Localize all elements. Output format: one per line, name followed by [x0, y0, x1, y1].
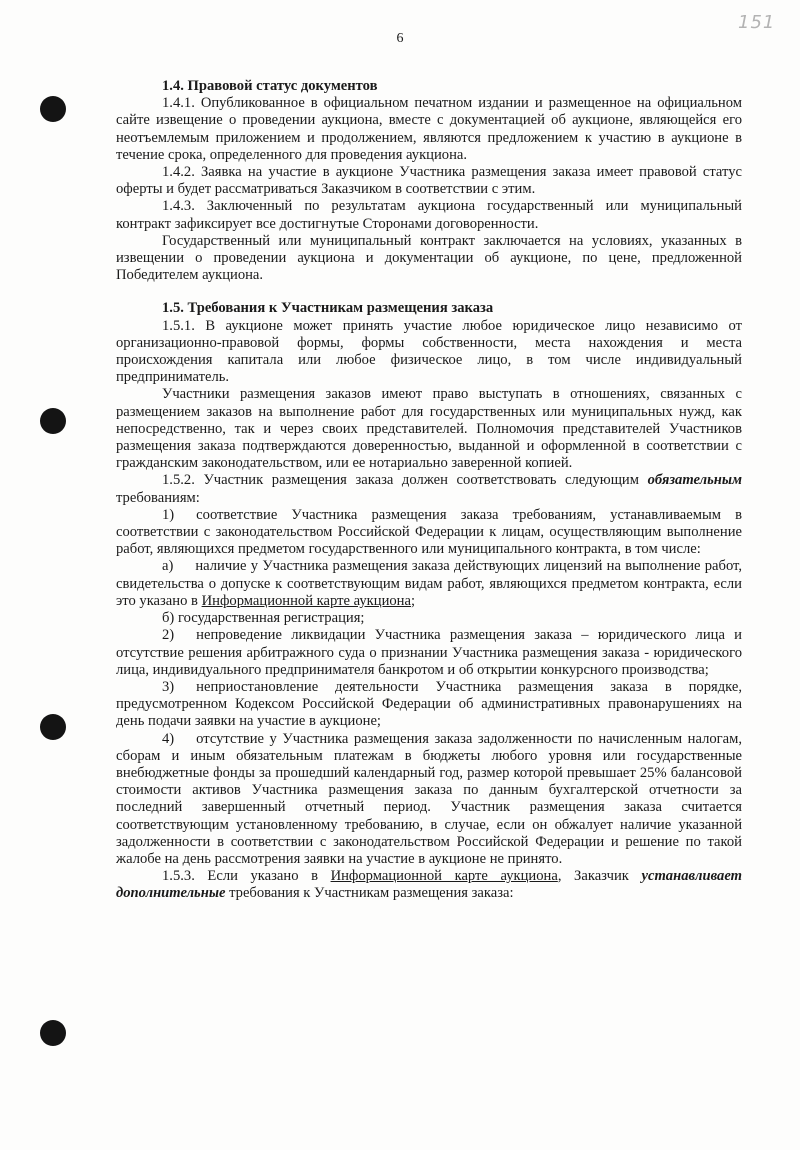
emphasis-additional: устанавливает дополнительные: [116, 868, 742, 902]
section-heading-1-4: 1.4. Правовой статус документов: [162, 78, 378, 94]
list-item-text: отсутствие у Участника размещения заказа задолженности по начисленным налогам, сборам и иным обязательным платежам в бюджеты любого уровня или государственные внебюджетные фонды за прошедший календарный год, размер которой превышает 25% балансовой стоимости активов Участника размещения заказа по данным бухгалтерской отчетности за последний завершенный отчетный период. Участник размещения заказа считается соответствующим установленному требованию, в случае, если он обжалует наличие указанной задолженности в соответствии с законодательством Российской Федерации и решение по такой жалобе на день рассмотрения заявки на участие в аукционе не принято.: [116, 730, 742, 867]
list-item-number: 3): [162, 678, 175, 695]
list-item-number: 1): [162, 506, 175, 523]
binder-hole: [40, 1020, 66, 1046]
list-item-3: [116, 679, 742, 731]
list-item-text: непроведение ликвидации Участника размещения заказа – юридического лица и отсутствие решения арбитражного суда о признании Участника размещения заказа - юридического лица, индивидуального предпринимателя банкротом и об открытии конкурсного производства;: [116, 627, 742, 678]
handwritten-page-mark: 151: [738, 12, 776, 33]
binder-hole: [40, 714, 66, 740]
paragraph-1-5-1: 1.5.1. В аукционе может принять участие любое юридическое лицо независимо от организационно-правовой формы, формы собственности, места нахождения и места происхождения капитала или любое физическое лицо, в том числе индивидуальный предприниматель.: [116, 317, 742, 386]
list-item-b: [116, 610, 742, 627]
paragraph-1-4-2: 1.4.2. Заявка на участие в аукционе Участника размещения заказа имеет правовой статус оферты и будет рассматриваться Заказчиком в соответствии с этим.: [116, 164, 742, 198]
paragraph-1-5-2-start: 1.5.2. Участник размещения заказа должен соответствовать следующим: [162, 472, 639, 489]
paragraph-1-5-3-end: требования к Участникам размещения заказа:: [229, 885, 514, 902]
paragraph-representatives: Участники размещения заказов имеют право выступать в отношениях, связанных с размещением заказов на выполнение работ для государственных или муниципальных нужд, как непосредственно, так и через своих представителей. Полномочия представителей Участников размещения заказа подтверждаются доверенностью, выданной и оформленной в соответствии с гражданским законодательством, или ее нотариально заверенной копией.: [116, 386, 742, 472]
list-item-a: [116, 558, 742, 610]
list-item-text: государственная регистрация;: [177, 610, 365, 627]
paragraph-contract-terms: Государственный или муниципальный контракт заключается на условиях, указанных в извещении о проведении аукциона и документации об аукционе, по цене, предложенной Победителем аукциона.: [116, 232, 742, 284]
paragraph-1-5-2: [116, 472, 742, 506]
binder-hole: [40, 96, 66, 122]
list-item-4: [116, 731, 742, 869]
page-number: 6: [396, 31, 404, 46]
paragraph-1-5-3-start: 1.5.3. Если указано в: [162, 868, 318, 885]
paragraph-1-4-1: 1.4.1. Опубликованное в официальном печатном издании и размещенное на официальном сайте извещение о проведении аукциона, вместе с документацией об аукционе, являющейся его неотъемлемым приложением и продолжением, являются предложением к участию в аукционе в течение срока, определенного для проведения аукциона.: [116, 95, 742, 163]
list-item-text-end: ;: [410, 592, 416, 609]
binder-hole: [40, 408, 66, 434]
section-gap: [116, 284, 742, 300]
paragraph-1-4-3: 1.4.3. Заключенный по результатам аукциона государственный или муниципальный контракт зафиксирует все достигнутые Сторонами договоренности.: [116, 198, 742, 232]
list-item-text: неприостановление деятельности Участника размещения заказа в порядке, предусмотренном Кодексом Российской Федерации об административных правонарушениях на день подачи заявки на участие в аукционе;: [116, 678, 742, 730]
emphasis-mandatory: обязательным: [647, 472, 742, 489]
info-card-link[interactable]: Информационной карте аукциона: [201, 592, 411, 609]
document-body: [116, 78, 742, 903]
list-item-number: а): [162, 558, 174, 575]
paragraph-1-5-2-end: требованиям:: [116, 489, 200, 506]
info-card-link[interactable]: Информационной карте аукциона: [330, 868, 558, 885]
list-item-text: соответствие Участника размещения заказа требованиям, устанавливаемым в соответствии с законодательством Российской Федерации к лицам, осуществляющим выполнение работ, являющихся предметом государственного или муниципального контракта, в том числе:: [116, 506, 742, 558]
list-item-2: [116, 627, 742, 679]
section-heading-1-5: 1.5. Требования к Участникам размещения заказа: [162, 300, 494, 317]
list-item-1: [116, 507, 742, 559]
paragraph-1-5-3: [116, 868, 742, 902]
list-item-number: 2): [162, 627, 175, 644]
list-item-number: 4): [162, 730, 175, 747]
list-item-text: наличие у Участника размещения заказа действующих лицензий на выполнение работ, свидетельства о допуске к соответствующим видам работ, являющихся предметом контракта, если это указано в: [116, 558, 742, 609]
paragraph-1-5-3-mid: , Заказчик: [557, 868, 629, 885]
list-item-number: б): [162, 610, 175, 627]
